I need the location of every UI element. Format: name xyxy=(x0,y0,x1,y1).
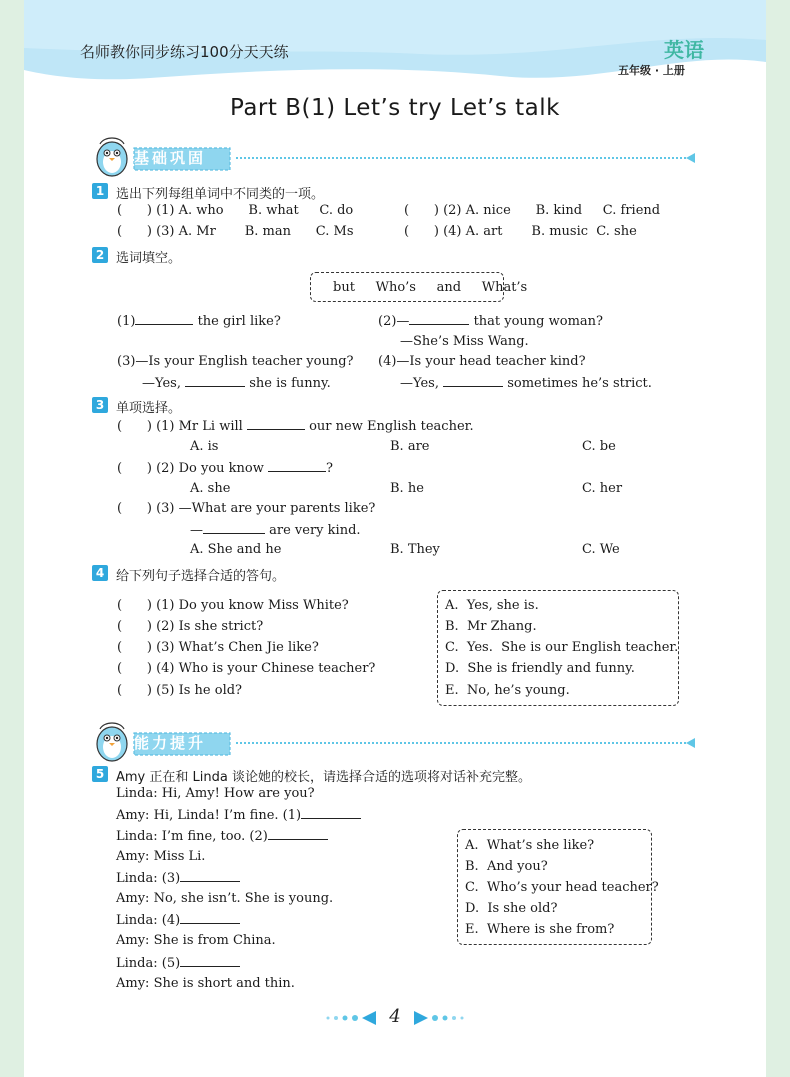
question-number: 5 xyxy=(92,766,108,782)
page-number: 4 xyxy=(389,1006,401,1027)
q3-option: A. is xyxy=(190,439,219,454)
q2-text: —Yes, xyxy=(142,376,181,391)
q2-text: sometimes he’s strict. xyxy=(507,376,652,391)
dialogue-line: Linda: Hi, Amy! How are you? xyxy=(116,786,315,801)
section-title-advanced: 能力提升 xyxy=(134,734,207,752)
answer-blank xyxy=(135,313,193,325)
q3-item xyxy=(117,460,333,476)
q4-item: ( ) (2) Is she strict? xyxy=(117,619,264,634)
answer-blank xyxy=(409,313,469,325)
penguin-icon xyxy=(90,717,134,763)
q3-option: C. We xyxy=(582,542,620,557)
answer-option: B. Mr Zhang. xyxy=(445,619,537,634)
q1-item: ( ) (3) A. Mr B. man C. Ms xyxy=(117,224,354,239)
answer-blank xyxy=(268,460,326,472)
q1-item: ( ) (2) A. nice B. kind C. friend xyxy=(404,203,661,218)
q2-text: the girl like? xyxy=(197,314,281,329)
q3-option: A. She and he xyxy=(190,542,282,557)
answer-blank xyxy=(180,955,240,967)
dialogue-option: A. What’s she like? xyxy=(465,838,595,853)
q2-text: —Yes, xyxy=(400,376,439,391)
dialogue-line: Amy: No, she isn’t. She is young. xyxy=(116,891,334,906)
q2-text: she is funny. xyxy=(249,376,331,391)
question-title: Amy 正在和 Linda 谈论她的校长，请选择合适的选项将对话补充完整。 xyxy=(116,770,531,785)
q3-stem: are very kind. xyxy=(269,523,361,538)
answer-blank xyxy=(185,375,245,387)
dialogue-text: Linda: I’m fine, too. (2) xyxy=(116,829,268,844)
q3-option: C. her xyxy=(582,481,623,496)
grade-label: 五年级 · 上册 xyxy=(618,64,685,77)
q3-option: B. he xyxy=(390,481,424,496)
q3-reply xyxy=(190,522,361,538)
answer-option: D. She is friendly and funny. xyxy=(445,661,635,676)
q2-item xyxy=(378,313,603,329)
answer-blank xyxy=(247,418,305,430)
answer-blank xyxy=(301,807,361,819)
question-number: 3 xyxy=(92,397,108,413)
section-divider xyxy=(236,742,686,744)
penguin-icon xyxy=(90,132,134,178)
dialogue-text: Amy: Hi, Linda! I’m fine. (1) xyxy=(116,808,302,823)
q3-item: ( ) (3) —What are your parents like? xyxy=(117,501,376,516)
q2-reply: —She’s Miss Wang. xyxy=(400,334,529,349)
dialogue-line: Amy: She is from China. xyxy=(116,933,276,948)
dialogue-text: Linda: (5) xyxy=(116,956,181,971)
arrow-icon xyxy=(686,153,695,163)
answer-option: E. No, he’s young. xyxy=(445,683,570,698)
q1-item: ( ) (4) A. art B. music C. she xyxy=(404,224,637,239)
q4-item: ( ) (3) What’s Chen Jie like? xyxy=(117,640,319,655)
section-divider xyxy=(236,157,686,159)
page-title: Part B(1) Let’s try Let’s talk xyxy=(230,95,560,121)
q2-item xyxy=(117,313,281,329)
q3-option: C. be xyxy=(582,439,616,454)
dialogue-line xyxy=(116,828,328,844)
question-title: 选词填空。 xyxy=(116,251,182,266)
q3-option: A. she xyxy=(190,481,231,496)
question-title: 给下列句子选择合适的答句。 xyxy=(116,569,286,584)
q2-label: (1) xyxy=(117,314,136,329)
dialogue-text: Linda: (4) xyxy=(116,913,181,928)
dialogue-line xyxy=(116,807,361,823)
dialogue-text: Linda: (3) xyxy=(116,871,181,886)
dialogue-option: E. Where is she from? xyxy=(465,922,615,937)
word-bank: but Who’s and What’s xyxy=(333,280,528,295)
q2-item: (3)—Is your English teacher young? xyxy=(117,354,354,369)
q3-item xyxy=(117,418,474,434)
dialogue-line xyxy=(116,870,240,886)
answer-blank xyxy=(180,912,240,924)
q3-option: B. are xyxy=(390,439,430,454)
answer-blank xyxy=(203,522,265,534)
q3-stem: ( ) (2) Do you know xyxy=(117,461,264,476)
arrow-icon xyxy=(686,738,695,748)
q2-reply xyxy=(142,375,331,391)
q4-item: ( ) (1) Do you know Miss White? xyxy=(117,598,349,613)
q1-item: ( ) (1) A. who B. what C. do xyxy=(117,203,354,218)
dialogue-option: B. And you? xyxy=(465,859,548,874)
answer-blank xyxy=(268,828,328,840)
question-number: 4 xyxy=(92,565,108,581)
answer-option: C. Yes. She is our English teacher. xyxy=(445,640,679,655)
q2-text: that young woman? xyxy=(473,314,604,329)
dialogue-option: C. Who’s your head teacher? xyxy=(465,880,659,895)
q4-item: ( ) (4) Who is your Chinese teacher? xyxy=(117,661,376,676)
answer-option: A. Yes, she is. xyxy=(445,598,539,613)
question-title: 选出下列每组单词中不同类的一项。 xyxy=(116,187,325,202)
q2-item: (4)—Is your head teacher kind? xyxy=(378,354,586,369)
dialogue-line: Amy: She is short and thin. xyxy=(116,976,295,991)
q2-reply xyxy=(400,375,652,391)
q3-stem: ( ) (1) Mr Li will xyxy=(117,419,243,434)
answer-blank xyxy=(443,375,503,387)
subject-label: 英语 xyxy=(664,38,704,62)
q2-label: (2)— xyxy=(378,314,410,329)
q3-option: B. They xyxy=(390,542,440,557)
question-title: 单项选择。 xyxy=(116,401,182,416)
dialogue-option: D. Is she old? xyxy=(465,901,558,916)
question-number: 1 xyxy=(92,183,108,199)
q3-stem: — xyxy=(190,523,203,538)
q3-stem: ? xyxy=(326,461,334,476)
q3-stem: our new English teacher. xyxy=(309,419,474,434)
series-title: 名师教你同步练习100分天天练 xyxy=(80,43,289,61)
question-number: 2 xyxy=(92,247,108,263)
dialogue-line: Amy: Miss Li. xyxy=(116,849,206,864)
answer-blank xyxy=(180,870,240,882)
section-title-basic: 基础巩固 xyxy=(134,149,207,167)
dialogue-line xyxy=(116,955,240,971)
q4-item: ( ) (5) Is he old? xyxy=(117,683,243,698)
dialogue-line xyxy=(116,912,240,928)
